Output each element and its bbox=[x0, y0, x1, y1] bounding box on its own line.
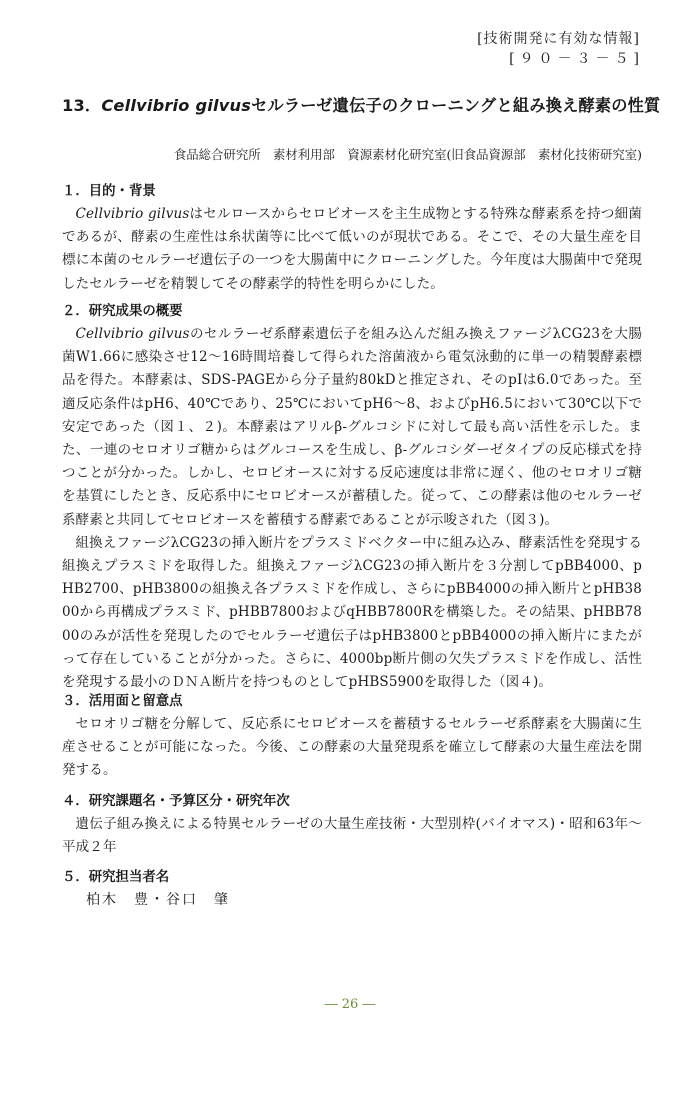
section-application bbox=[62, 690, 642, 783]
section-heading: ５．研究担当者名 bbox=[62, 870, 170, 885]
category-tag: [技術開発に有効な情報] bbox=[477, 31, 640, 47]
section-purpose bbox=[62, 180, 642, 296]
paragraph: Cellvibrio gilvusのセルラーゼ系酵素遺伝子を組み込んだ組み換えファージλCG23を大腸菌W1.66に感染させ12～16時間培養して得られた溶菌液から電気泳動的に単一の精製酵素標品を得た。本酵素は、SDS-PAGEから分子量約80kDと推定され、そのpIは6.0であった。至適反応条件はpH6、40℃であり、25℃においてpH6～8、およびpH6.5において30℃以下で安定であった（図１、２)。本酵素はアリルβ-グルコシドに対して最も高い活性を示した。また、一連のセロオリゴ糖からはグルコースを生成し、β-グルコシダーゼタイプの反応様式を持つことが分かった。しかし、セロビオースに対する反応速度は非常に遅く、他のセロオリゴ糖を基質にしたとき、反応系中にセロビオースが蓄積した。従って、この酵素は他のセルラーゼ系酵素と共同してセロビオースを蓄積する酵素であることが示唆された（図３)。 bbox=[62, 326, 643, 528]
section-heading: ２．研究成果の概要 bbox=[62, 304, 183, 319]
section-researchers bbox=[62, 866, 642, 909]
affiliation: 食品総合研究所 素材利用部 資源素材化研究室(旧食品資源部 素材化技術研究室) bbox=[173, 147, 642, 162]
paragraph: Cellvibrio gilvusはセルロースからセロビオースを主生成物とする特殊な酵素系を持つ細菌であるが、酵素の生産性は糸状菌等に比べて低いのが現状である。そこで、その大量生産を目標に本菌のセルラーゼ遺伝子の一つを大腸菌中にクローニングした。今年度は大腸菌中で発現したセルラーゼを精製してその酵素学的特性を明らかにした。 bbox=[62, 206, 642, 292]
document-title bbox=[62, 92, 662, 116]
document-code: [９０－３－５] bbox=[509, 51, 644, 67]
title-number: 13． bbox=[62, 96, 102, 115]
section-project bbox=[62, 790, 642, 859]
title-species: Cellvibrio gilvus bbox=[101, 96, 252, 115]
section-results bbox=[62, 300, 642, 694]
paragraph: 組換えファージλCG23の挿入断片をプラスミドベクター中に組み込み、酵素活性を発現する組換えプラスミドを取得した。組換えファージλCG23の挿入断片を３分割してpBB4000、pHB2700、pHB3800の組換え各プラスミドを作成し、さらにpBB4000の挿入断片とpHB3800から再構成プラスミド、pHBB7800およびqHBB7800Rを構築した。その結果、pHBB7800のみが活性を発現したのでセルラーゼ遺伝子はpHB3800とpBB4000の挿入断片にまたがって存在していることが分かった。さらに、4000bp断片側の欠失プラスミドを作成し、活性を発現する最小のＤＮＡ断片を持つものとしてpHBS5900を取得した（図４)。 bbox=[62, 534, 642, 691]
section-heading: ３．活用面と留意点 bbox=[62, 694, 183, 709]
paragraph: セロオリゴ糖を分解して、反応系にセロビオースを蓄積するセルラーゼ系酵素を大腸菌に生産させることが可能になった。今後、この酵素の大量発現系を確立して酵素の大量生産法を開発する。 bbox=[62, 716, 642, 779]
section-heading: １．目的・背景 bbox=[62, 184, 156, 199]
title-rest: セルラーゼ遺伝子のクローニングと組み換え酵素の性質 bbox=[251, 96, 661, 115]
page-number: ― 26 ― bbox=[324, 997, 376, 1012]
researcher-names: 柏木 豊・谷口 肇 bbox=[86, 892, 230, 908]
section-heading: ４．研究課題名・予算区分・研究年次 bbox=[62, 794, 290, 809]
paragraph: 遺伝子組み換えによる特異セルラーゼの大量生産技術・大型別枠(バイオマス)・昭和63年～平成２年 bbox=[62, 816, 642, 856]
